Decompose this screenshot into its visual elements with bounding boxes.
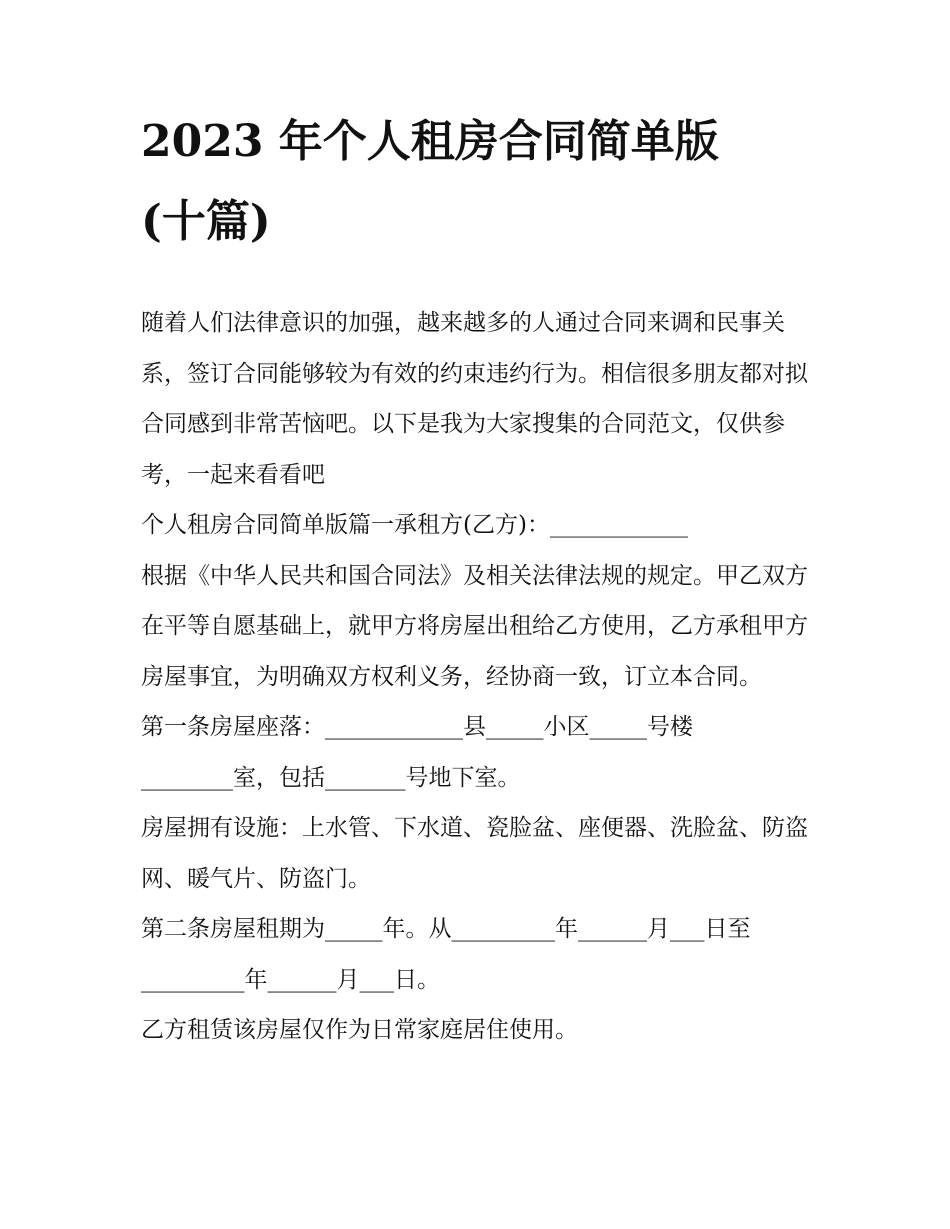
title-line-2: (十篇) — [141, 196, 271, 247]
document-body — [141, 298, 821, 1056]
lessee-line: 个人租房合同简单版篇一承租方(乙方)：____________ — [141, 512, 688, 538]
clause-2-term: 第二条房屋租期为_____年。从_________年______月___日至 _________年______月___日。 — [141, 916, 751, 993]
legal-basis-paragraph: 根据《中华人民共和国合同法》及相关法律法规的规定。甲乙双方在平等自愿基础上，就甲方将房屋出租给乙方使用，乙方承租甲方房屋事宜，为明确双方权利义务，经协商一致，订立本合同。 — [141, 562, 808, 690]
usage-paragraph: 乙方租赁该房屋仅作为日常家庭居住使用。 — [141, 1017, 578, 1043]
document-page — [141, 118, 821, 1056]
clause-1-location: 第一条房屋座落：____________县_____小区_____号楼 ________室，包括_______号地下室。 — [141, 714, 693, 791]
intro-paragraph: 随着人们法律意识的加强，越来越多的人通过合同来调和民事关系，签订合同能够较为有效的约束违约行为。相信很多朋友都对拟合同感到非常苦恼吧。以下是我为大家搜集的合同范文，仅供参考，一起来看看吧 — [141, 310, 808, 488]
facilities-paragraph: 房屋拥有设施：上水管、下水道、瓷脸盆、座便器、洗脸盆、防盗网、暖气片、防盗门。 — [141, 815, 808, 892]
title-line-1: 2023 年个人租房合同简单版 — [141, 116, 719, 167]
document-title — [141, 118, 821, 258]
